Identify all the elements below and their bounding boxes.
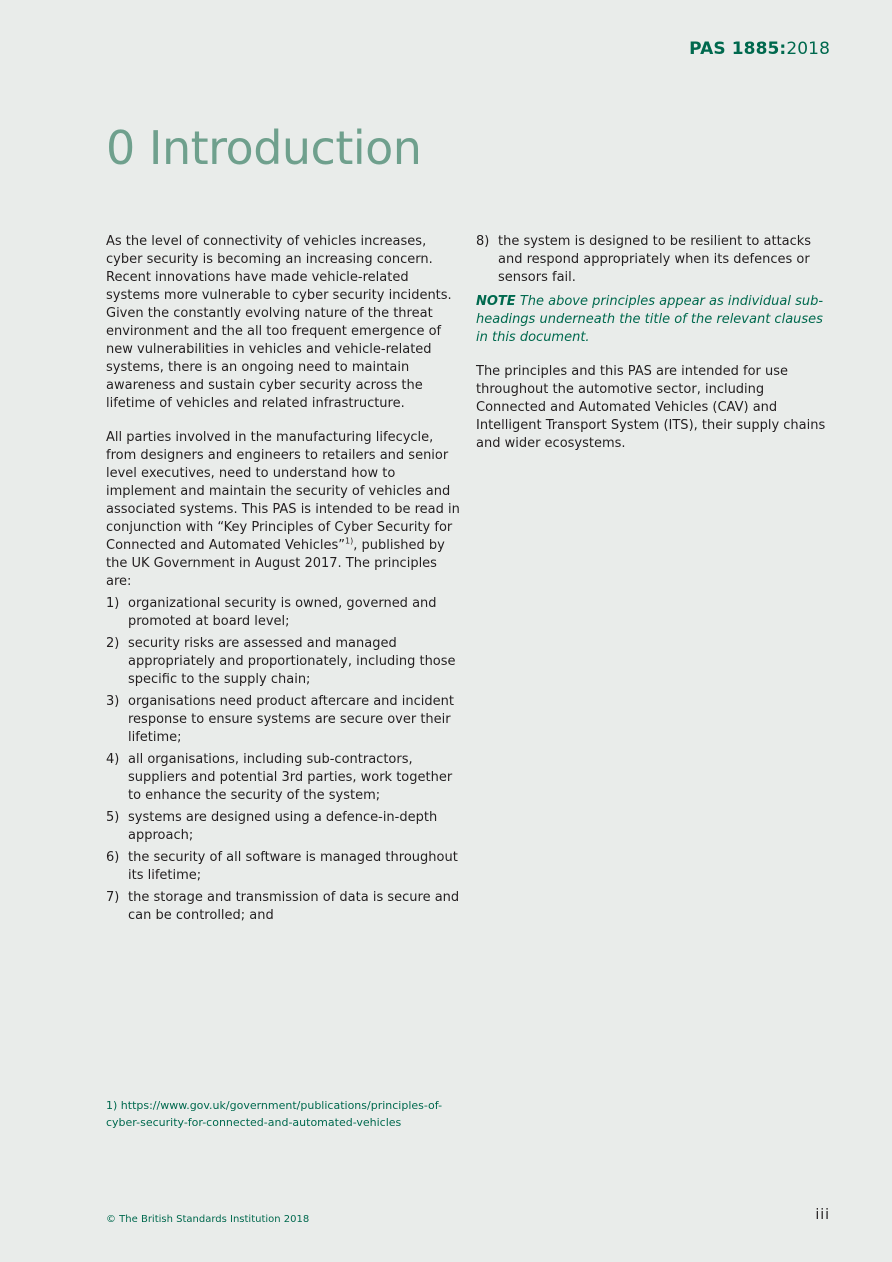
principle-text: organizational security is owned, governed and promoted at board level; bbox=[128, 596, 437, 629]
note-text: The above principles appear as individual sub-headings underneath the title of the relevant clauses in this document. bbox=[476, 294, 824, 345]
intro-paragraph-2 bbox=[106, 429, 461, 591]
principle-text: organisations need product aftercare and incident response to ensure systems are secure over their lifetime; bbox=[128, 694, 454, 745]
document-code bbox=[689, 39, 830, 59]
intro-paragraph-2-text: All parties involved in the manufacturing lifecycle, from designers and engineers to retailers and senior level executives, need to understand how to implement and maintain the security of vehicles and associated systems. This PAS is intended to be read in conjunction with “Key Principles of Cyber Security for Connected and Automated Vehicles” bbox=[106, 430, 460, 553]
principle-item bbox=[106, 889, 461, 925]
principles-list-continued bbox=[476, 233, 832, 287]
page-number: iii bbox=[815, 1207, 830, 1223]
principle-text: systems are designed using a defence-in-depth approach; bbox=[128, 810, 438, 843]
principle-item bbox=[106, 693, 461, 747]
principle-item bbox=[106, 635, 461, 689]
principle-text: security risks are assessed and managed appropriately and proportionately, including those specific to the supply chain; bbox=[128, 636, 456, 687]
principle-item bbox=[106, 849, 461, 885]
principle-number: 7) bbox=[106, 890, 120, 905]
principle-number: 2) bbox=[106, 636, 120, 651]
principles-list bbox=[106, 595, 461, 925]
principle-text: the security of all software is managed throughout its lifetime; bbox=[128, 850, 458, 883]
principle-text: all organisations, including sub-contractors, suppliers and potential 3rd parties, work together to enhance the security of the system; bbox=[128, 752, 453, 803]
principle-number: 4) bbox=[106, 752, 120, 767]
footnote-reference: 1) bbox=[345, 536, 354, 546]
principle-number: 6) bbox=[106, 850, 120, 865]
principle-item bbox=[106, 809, 461, 845]
intro-paragraph-2-tail: , published by the UK Government in August 2017. The principles are: bbox=[106, 538, 445, 589]
principle-item bbox=[476, 233, 832, 287]
principle-text: the system is designed to be resilient to attacks and respond appropriately when its defences or sensors fail. bbox=[498, 234, 812, 285]
principle-item bbox=[106, 595, 461, 631]
footnote[interactable]: 1) https://www.gov.uk/government/publications/principles-of-cyber-security-for-connected-and-automated-vehicles bbox=[106, 1099, 443, 1129]
principle-item bbox=[106, 751, 461, 805]
intro-paragraph-1: As the level of connectivity of vehicles increases, cyber security is becoming an increasing concern. Recent innovations have made vehicle-related systems more vulnerable to cyber security incidents. Given the constantly evolving nature of the threat environment and the all too frequent emergence of new vulnerabilities in vehicles and vehicle-related systems, there is an ongoing need to maintain awareness and sustain cyber security across the lifetime of vehicles and related infrastructure. bbox=[106, 234, 452, 411]
scope-paragraph: The principles and this PAS are intended for use throughout the automotive sector, including Connected and Automated Vehicles (CAV) and Intelligent Transport System (ITS), their supply chains and wider ecosystems. bbox=[476, 364, 826, 451]
note bbox=[476, 293, 832, 347]
principle-number: 3) bbox=[106, 694, 120, 709]
principle-number: 8) bbox=[476, 234, 490, 249]
principle-number: 1) bbox=[106, 596, 120, 611]
document-code-year: 2018 bbox=[786, 39, 830, 59]
note-label: NOTE bbox=[476, 294, 516, 309]
left-column bbox=[106, 233, 461, 929]
principle-number: 5) bbox=[106, 810, 120, 825]
page-title: 0 Introduction bbox=[106, 121, 422, 175]
right-column bbox=[476, 233, 832, 469]
document-code-number: PAS 1885: bbox=[689, 39, 787, 59]
principle-text: the storage and transmission of data is secure and can be controlled; and bbox=[128, 890, 460, 923]
copyright-notice: © The British Standards Institution 2018 bbox=[106, 1214, 310, 1225]
